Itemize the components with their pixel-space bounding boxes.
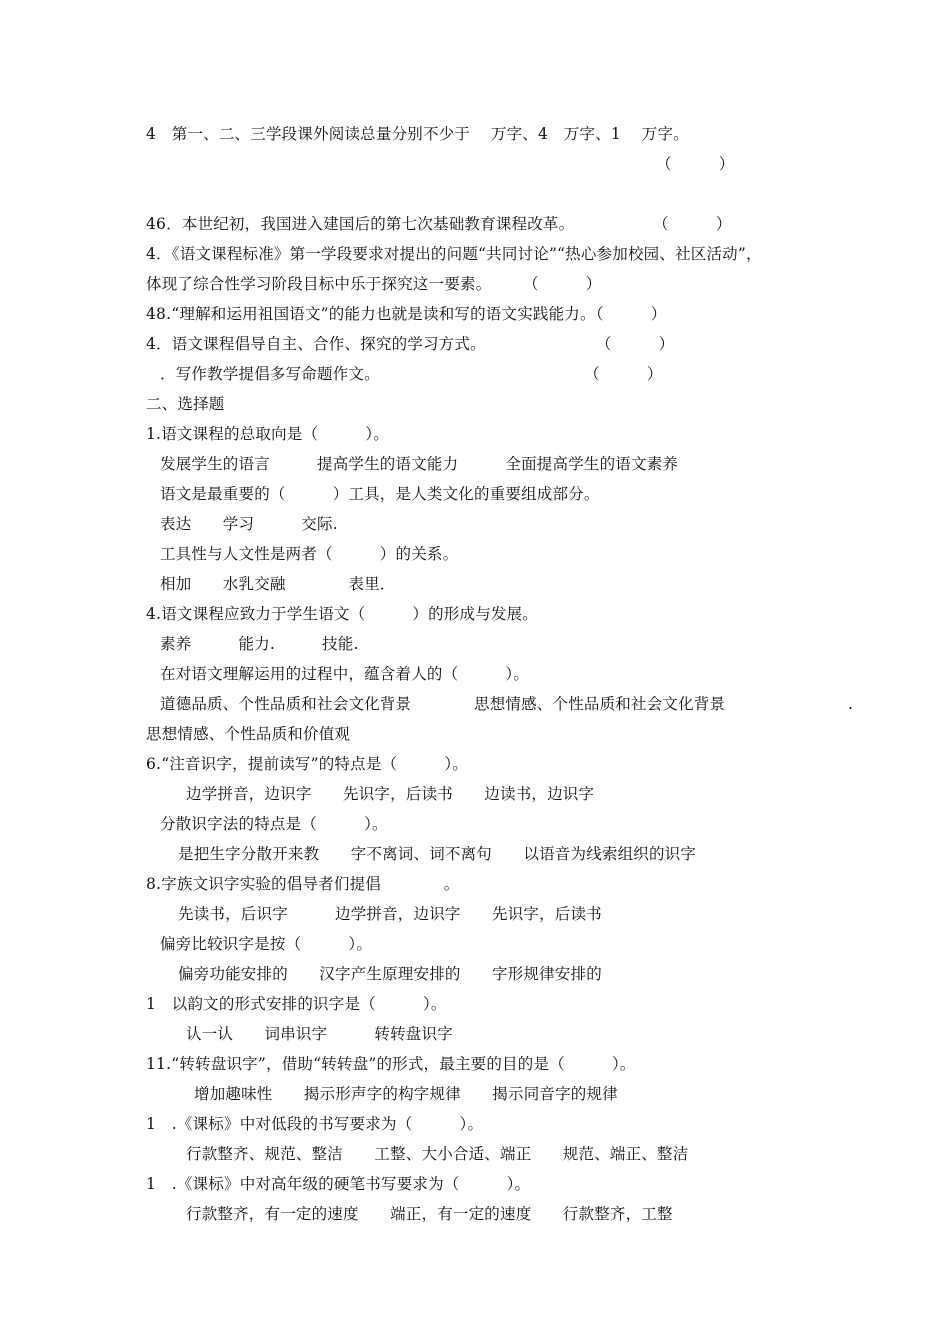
judgment-item-reading-amount: 4 第一、二、三学段课外阅读总量分别不少于 万字、4 万字、1 万字。 bbox=[146, 125, 689, 143]
choice-options-5-continued: 思想情感、个性品质和价值观 bbox=[146, 725, 351, 743]
choice-options-5: 道德品质、个性品质和社会文化背景 思想情感、个性品质和社会文化背景 bbox=[160, 695, 726, 713]
choice-options-4: 素养 能力. 技能. bbox=[160, 635, 359, 653]
choice-question-11: 11.“转转盘识字”，借助“转转盘”的形式，最主要的目的是（ ）。 bbox=[146, 1055, 636, 1073]
stray-period: . bbox=[848, 695, 854, 713]
choice-question-6: 6.“注音识字，提前读写”的特点是（ ）。 bbox=[146, 755, 468, 773]
choice-question-1: 1.语文课程的总取向是（ ）。 bbox=[146, 425, 389, 443]
choice-options-12: 行款整齐、规范、整洁 工整、大小合适、端正 规范、端正、整洁 bbox=[186, 1145, 689, 1163]
choice-options-11: 增加趣味性 揭示形声字的构字规律 揭示同音字的规律 bbox=[194, 1085, 618, 1103]
judgment-item-46: 46．本世纪初，我国进入建国后的第七次基础教育课程改革。 （ ） bbox=[146, 215, 732, 233]
choice-options-8: 先读书，后识字 边学拼音，边识字 先识字，后读书 bbox=[178, 905, 602, 923]
choice-options-3: 相加 水乳交融 表里． bbox=[160, 575, 396, 593]
judgment-item-47: 4．《语文课程标准》第一学段要求对提出的问题“共同讨论”“热心参加校园、社区活动”， bbox=[146, 245, 762, 263]
section-heading-choice: 二、选择题 bbox=[146, 395, 225, 413]
choice-options-7: 是把生字分散开来教 字不离词、词不离句 以语音为线索组织的识字 bbox=[178, 845, 697, 863]
choice-options-9: 偏旁功能安排的 汉字产生原理安排的 字形规律安排的 bbox=[178, 965, 602, 983]
choice-options-2: 表达 学习 交际. bbox=[160, 515, 338, 533]
choice-options-10: 认一认 词串识字 转转盘识字 bbox=[186, 1025, 453, 1043]
choice-question-3: 工具性与人文性是两者（ ）的关系。 bbox=[160, 545, 459, 563]
choice-question-8: 8.字族文识字实验的倡导者们提倡 。 bbox=[146, 875, 460, 893]
choice-question-12: 1 .《课标》中对低段的书写要求为（ ）。 bbox=[146, 1115, 484, 1133]
answer-parentheses: （ ） bbox=[656, 155, 735, 173]
choice-question-9: 偏旁比较识字是按（ ）。 bbox=[160, 935, 373, 953]
choice-question-2: 语文是最重要的（ ）工具，是人类文化的重要组成部分。 bbox=[160, 485, 600, 503]
choice-question-10: 1 以韵文的形式安排的识字是（ ）。 bbox=[146, 995, 447, 1013]
choice-options-13: 行款整齐，有一定的速度 端正，有一定的速度 行款整齐，工整 bbox=[186, 1205, 673, 1223]
judgment-item-47-continued: 体现了综合性学习阶段目标中乐于探究这一要素。 （ ） bbox=[146, 275, 602, 293]
choice-question-5: 在对语文理解运用的过程中，蕴含着人的（ ）。 bbox=[160, 665, 530, 683]
choice-options-1: 发展学生的语言 提高学生的语文能力 全面提高学生的语文素养 bbox=[160, 455, 679, 473]
choice-options-6: 边学拼音，边识字 先识字，后读书 边读书，边识字 bbox=[186, 785, 595, 803]
choice-question-7: 分散识字法的特点是（ ）。 bbox=[160, 815, 388, 833]
choice-question-4: 4.语文课程应致力于学生语文（ ）的形成与发展。 bbox=[146, 605, 538, 623]
judgment-item-49: 4．语文课程倡导自主、合作、探究的学习方式。 （ ） bbox=[146, 335, 675, 353]
choice-question-13: 1 .《课标》中对高年级的硬笔书写要求为（ ）。 bbox=[146, 1175, 531, 1193]
judgment-item-50: ．写作教学提倡多写命题作文。 （ ） bbox=[160, 365, 663, 383]
judgment-item-48: 48.“理解和运用祖国语文”的能力也就是读和写的语文实践能力。（ ） bbox=[146, 305, 667, 323]
